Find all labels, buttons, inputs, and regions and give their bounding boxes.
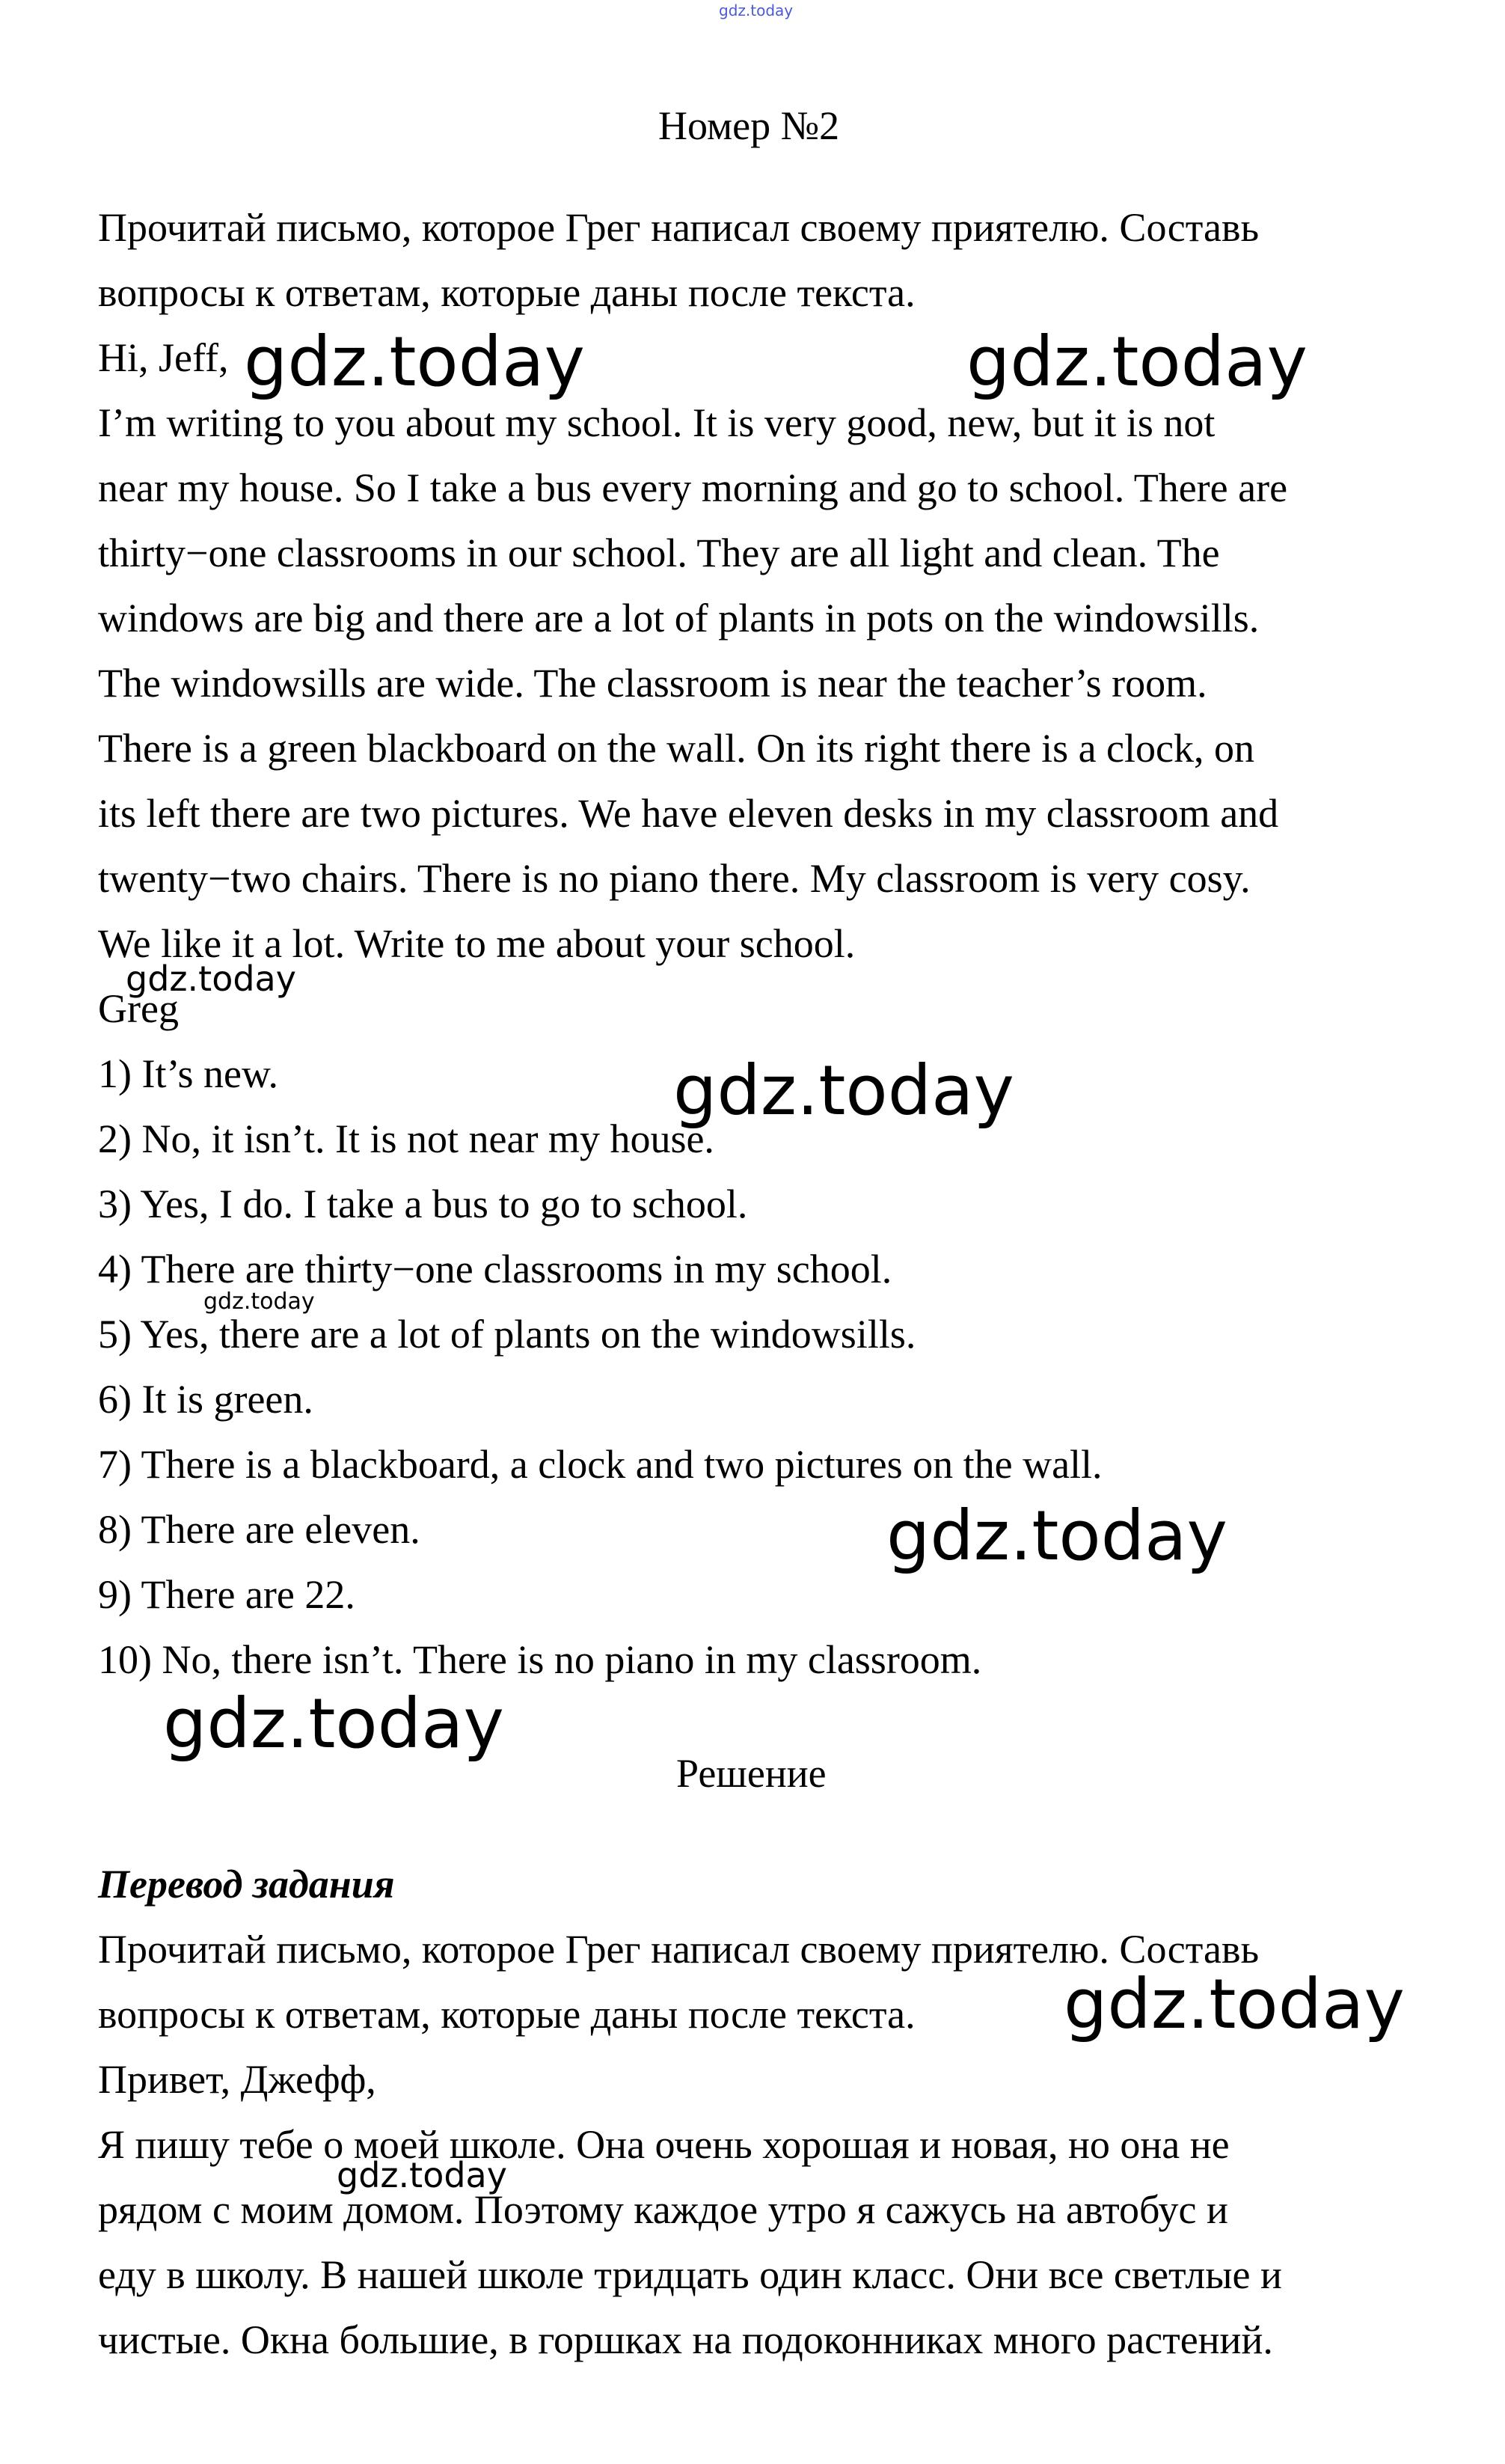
answer-item: 3) Yes, I do. I take a bus to go to school. [98,1181,748,1226]
answer-item: 1) It’s new. [98,1051,278,1096]
letter-line: The windowsills are wide. The classroom is near the teacher’s room. [98,661,1207,706]
translation-line: Прочитай письмо, которое Грег написал своему приятелю. Составь [98,1927,1260,1972]
translation-line: Я пишу тебе о моей школе. Она очень хорошая и новая, но она не [98,2122,1230,2167]
translation-line: еду в школу. В нашей школе тридцать один класс. Они все светлые и [98,2252,1282,2297]
translation-heading: Перевод задания [98,1862,395,1907]
letter-line: We like it a lot. Write to me about your school. [98,921,856,966]
letter-line: its left there are two pictures. We have eleven desks in my classroom and [98,791,1279,836]
watermark: gdz.today [1064,1964,1405,2044]
letter-line: twenty−two chairs. There is no piano there. My classroom is very cosy. [98,856,1251,901]
answer-item: 10) No, there isn’t. There is no piano in my classroom. [98,1637,982,1682]
solution-heading: Решение [676,1751,827,1796]
letter-line: near my house. So I take a bus every morning and go to school. There are [98,465,1288,510]
header-watermark: gdz.today [719,1,794,19]
translation-line: вопросы к ответам, которые даны после текста. [98,1992,916,2037]
page-title: Номер №2 [658,103,840,148]
task-line-1: Прочитай письмо, которое Грег написал своему приятелю. Составь [98,205,1260,250]
letter-greeting: Hi, Jeff, [98,335,229,380]
watermark: gdz.today [886,1496,1227,1576]
watermark: gdz.today [126,959,296,999]
answer-item: 5) Yes, there are a lot of plants on the windowsills. [98,1312,916,1357]
answer-item: 6) It is green. [98,1377,313,1422]
translation-line: Привет, Джефф, [98,2057,376,2102]
letter-line: There is a green blackboard on the wall. On its right there is a clock, on [98,726,1254,771]
watermark: gdz.today [966,322,1308,402]
watermark: gdz.today [163,1684,504,1764]
task-line-2: вопросы к ответам, которые даны после текста. [98,270,916,315]
letter-line: I’m writing to you about my school. It is very good, new, but it is not [98,400,1216,445]
watermark: gdz.today [244,322,585,402]
watermark: gdz.today [203,1288,315,1315]
watermark: gdz.today [337,2155,507,2195]
watermark: gdz.today [673,1051,1014,1131]
answer-item: 8) There are eleven. [98,1507,420,1552]
letter-line: thirty−one classrooms in our school. They are all light and clean. The [98,531,1220,575]
answer-item: 2) No, it isn’t. It is not near my house. [98,1116,714,1161]
translation-line: рядом с моим домом. Поэтому каждое утро я сажусь на автобус и [98,2187,1228,2232]
letter-line: windows are big and there are a lot of plants in pots on the windowsills. [98,596,1260,641]
translation-line: чистые. Окна большие, в горшках на подоконниках много растений. [98,2317,1273,2362]
answer-item: 9) There are 22. [98,1572,355,1617]
letter-signature: Greg [98,986,179,1031]
answer-item: 7) There is a blackboard, a clock and two pictures on the wall. [98,1442,1103,1487]
answer-item: 4) There are thirty−one classrooms in my school. [98,1247,892,1291]
